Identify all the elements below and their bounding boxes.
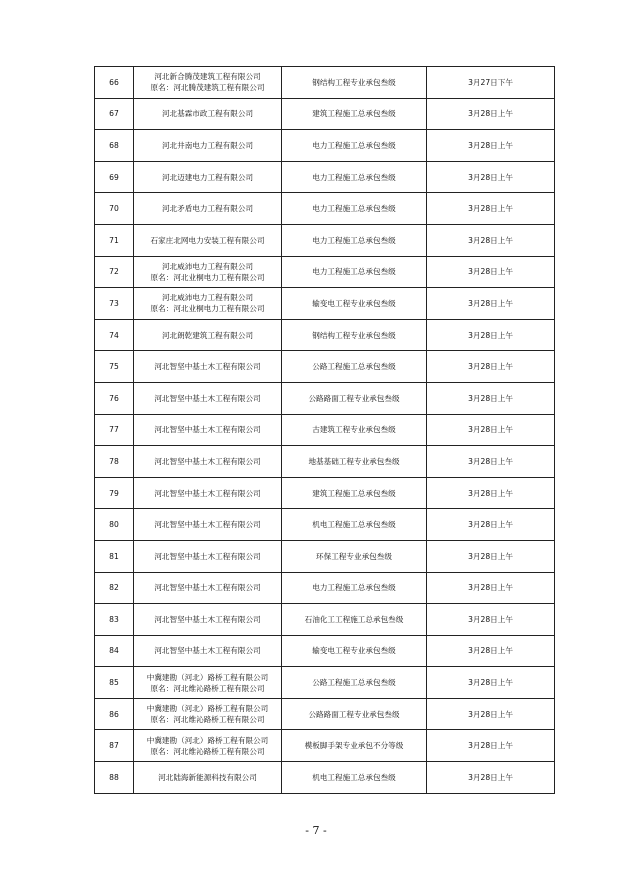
qualification-category-cell: 输变电工程专业承包叁级 — [282, 288, 427, 320]
row-number-cell: 79 — [95, 477, 134, 509]
schedule-time-cell: 3月28日上午 — [427, 382, 555, 414]
table-row — [95, 604, 555, 636]
table-row — [95, 224, 555, 256]
row-number-cell: 87 — [95, 730, 134, 762]
company-name: 河北矛盾电力工程有限公司 — [161, 204, 254, 214]
schedule-time-cell: 3月28日上午 — [427, 319, 555, 351]
schedule-time-cell: 3月28日上午 — [427, 414, 555, 446]
qualification-category-cell: 电力工程施工总承包叁级 — [282, 161, 427, 193]
table-row — [95, 161, 555, 193]
company-cell — [134, 509, 282, 541]
table-row — [95, 509, 555, 541]
row-number-cell: 86 — [95, 698, 134, 730]
table-row — [95, 256, 555, 288]
row-number-cell: 81 — [95, 540, 134, 572]
company-name: 河北新合腾茂建筑工程有限公司 — [154, 72, 261, 82]
row-number-cell: 85 — [95, 667, 134, 699]
row-number-cell: 70 — [95, 193, 134, 225]
company-name: 河北智坚中基土木工程有限公司 — [154, 456, 261, 466]
table-row — [95, 698, 555, 730]
company-name: 河北智坚中基土木工程有限公司 — [154, 488, 261, 498]
table-row — [95, 288, 555, 320]
schedule-time-cell: 3月28日上午 — [427, 540, 555, 572]
company-name: 河北智坚中基土木工程有限公司 — [154, 425, 261, 435]
schedule-time-cell: 3月28日上午 — [427, 635, 555, 667]
company-cell — [134, 98, 282, 130]
company-name: 中冀建勘（河北）路桥工程有限公司 — [146, 672, 269, 682]
table-row — [95, 477, 555, 509]
qualification-category-cell: 石油化工工程施工总承包叁级 — [282, 604, 427, 636]
company-cell — [134, 256, 282, 288]
qualification-category-cell: 地基基础工程专业承包叁级 — [282, 446, 427, 478]
qualification-category-cell: 古建筑工程专业承包叁级 — [282, 414, 427, 446]
qualification-category-cell: 机电工程施工总承包叁级 — [282, 509, 427, 541]
schedule-time-cell: 3月28日上午 — [427, 446, 555, 478]
table-row — [95, 67, 555, 99]
table-row — [95, 667, 555, 699]
table-body — [95, 67, 555, 794]
qualification-category-cell: 建筑工程施工总承包叁级 — [282, 477, 427, 509]
company-cell — [134, 414, 282, 446]
company-name: 河北迈建电力工程有限公司 — [161, 172, 254, 182]
schedule-time-cell: 3月27日下午 — [427, 67, 555, 99]
company-name: 河北陆海新能源科技有限公司 — [158, 772, 257, 782]
company-name: 河北威沛电力工程有限公司 — [161, 261, 254, 271]
company-cell — [134, 698, 282, 730]
qualification-category-cell: 模板脚手架专业承包不分等级 — [282, 730, 427, 762]
row-number-cell: 80 — [95, 509, 134, 541]
company-former-name: 原名：河北腾茂建筑工程有限公司 — [150, 83, 265, 93]
schedule-time-cell: 3月28日上午 — [427, 477, 555, 509]
page-number: - 7 - — [305, 824, 327, 837]
company-name: 河北井南电力工程有限公司 — [161, 140, 254, 150]
row-number-cell: 69 — [95, 161, 134, 193]
company-name: 河北朗乾建筑工程有限公司 — [161, 330, 254, 340]
schedule-time-cell: 3月28日上午 — [427, 698, 555, 730]
schedule-time-cell: 3月28日上午 — [427, 509, 555, 541]
qualification-category-cell: 机电工程施工总承包叁级 — [282, 762, 427, 794]
company-cell — [134, 161, 282, 193]
qualification-category-cell: 输变电工程专业承包叁级 — [282, 635, 427, 667]
company-name: 河北威沛电力工程有限公司 — [161, 293, 254, 303]
company-former-name: 原名：河北业桐电力工程有限公司 — [150, 272, 265, 282]
company-name: 石家庄北网电力安装工程有限公司 — [150, 235, 265, 245]
company-cell — [134, 351, 282, 383]
schedule-time-cell: 3月28日上午 — [427, 730, 555, 762]
table-row — [95, 98, 555, 130]
schedule-time-cell: 3月28日上午 — [427, 762, 555, 794]
company-cell — [134, 446, 282, 478]
company-cell — [134, 288, 282, 320]
company-name: 河北智坚中基土木工程有限公司 — [154, 362, 261, 372]
row-number-cell: 74 — [95, 319, 134, 351]
qualification-category-cell: 电力工程施工总承包叁级 — [282, 130, 427, 162]
row-number-cell: 66 — [95, 67, 134, 99]
company-cell — [134, 762, 282, 794]
schedule-time-cell: 3月28日上午 — [427, 193, 555, 225]
company-name: 河北智坚中基土木工程有限公司 — [154, 614, 261, 624]
qualification-table — [94, 66, 555, 794]
company-name: 河北智坚中基土木工程有限公司 — [154, 583, 261, 593]
table-row — [95, 414, 555, 446]
company-cell — [134, 572, 282, 604]
company-name: 河北基霖市政工程有限公司 — [161, 109, 254, 119]
qualification-category-cell: 公路路面工程专业承包叁级 — [282, 382, 427, 414]
company-name: 河北智坚中基土木工程有限公司 — [154, 520, 261, 530]
company-cell — [134, 730, 282, 762]
table-row — [95, 130, 555, 162]
table-row — [95, 572, 555, 604]
row-number-cell: 68 — [95, 130, 134, 162]
company-cell — [134, 667, 282, 699]
company-name: 河北智坚中基土木工程有限公司 — [154, 646, 261, 656]
qualification-category-cell: 公路路面工程专业承包叁级 — [282, 698, 427, 730]
qualification-category-cell: 钢结构工程专业承包叁级 — [282, 319, 427, 351]
company-cell — [134, 193, 282, 225]
company-name: 河北智坚中基土木工程有限公司 — [154, 393, 261, 403]
schedule-time-cell: 3月28日上午 — [427, 288, 555, 320]
table-row — [95, 762, 555, 794]
row-number-cell: 73 — [95, 288, 134, 320]
company-cell — [134, 604, 282, 636]
table-row — [95, 193, 555, 225]
schedule-time-cell: 3月28日上午 — [427, 256, 555, 288]
schedule-time-cell: 3月28日上午 — [427, 161, 555, 193]
company-cell — [134, 382, 282, 414]
row-number-cell: 78 — [95, 446, 134, 478]
qualification-table-container — [94, 66, 554, 794]
qualification-category-cell: 建筑工程施工总承包叁级 — [282, 98, 427, 130]
row-number-cell: 76 — [95, 382, 134, 414]
row-number-cell: 77 — [95, 414, 134, 446]
qualification-category-cell: 电力工程施工总承包叁级 — [282, 256, 427, 288]
table-row — [95, 351, 555, 383]
qualification-category-cell: 环保工程专业承包叁级 — [282, 540, 427, 572]
company-name: 中冀建勘（河北）路桥工程有限公司 — [146, 735, 269, 745]
schedule-time-cell: 3月28日上午 — [427, 351, 555, 383]
company-former-name: 原名：河北维沁路桥工程有限公司 — [150, 683, 265, 693]
table-row — [95, 446, 555, 478]
schedule-time-cell: 3月28日上午 — [427, 604, 555, 636]
company-cell — [134, 540, 282, 572]
company-cell — [134, 224, 282, 256]
company-cell — [134, 477, 282, 509]
schedule-time-cell: 3月28日上午 — [427, 224, 555, 256]
company-cell — [134, 130, 282, 162]
row-number-cell: 88 — [95, 762, 134, 794]
row-number-cell: 71 — [95, 224, 134, 256]
company-cell — [134, 635, 282, 667]
schedule-time-cell: 3月28日上午 — [427, 130, 555, 162]
company-name: 中冀建勘（河北）路桥工程有限公司 — [146, 704, 269, 714]
company-cell — [134, 319, 282, 351]
row-number-cell: 84 — [95, 635, 134, 667]
company-former-name: 原名：河北维沁路桥工程有限公司 — [150, 746, 265, 756]
row-number-cell: 75 — [95, 351, 134, 383]
table-row — [95, 319, 555, 351]
qualification-category-cell: 电力工程施工总承包叁级 — [282, 224, 427, 256]
table-row — [95, 382, 555, 414]
schedule-time-cell: 3月28日上午 — [427, 98, 555, 130]
company-name: 河北智坚中基土木工程有限公司 — [154, 551, 261, 561]
schedule-time-cell: 3月28日上午 — [427, 667, 555, 699]
row-number-cell: 82 — [95, 572, 134, 604]
qualification-category-cell: 公路工程施工总承包叁级 — [282, 667, 427, 699]
qualification-category-cell: 公路工程施工总承包叁级 — [282, 351, 427, 383]
company-former-name: 原名：河北维沁路桥工程有限公司 — [150, 715, 265, 725]
qualification-category-cell: 电力工程施工总承包叁级 — [282, 572, 427, 604]
schedule-time-cell: 3月28日上午 — [427, 572, 555, 604]
row-number-cell: 83 — [95, 604, 134, 636]
qualification-category-cell: 钢结构工程专业承包叁级 — [282, 67, 427, 99]
company-former-name: 原名：河北业桐电力工程有限公司 — [150, 304, 265, 314]
table-row — [95, 635, 555, 667]
row-number-cell: 67 — [95, 98, 134, 130]
qualification-category-cell: 电力工程施工总承包叁级 — [282, 193, 427, 225]
company-cell — [134, 67, 282, 99]
table-row — [95, 540, 555, 572]
table-row — [95, 730, 555, 762]
row-number-cell: 72 — [95, 256, 134, 288]
